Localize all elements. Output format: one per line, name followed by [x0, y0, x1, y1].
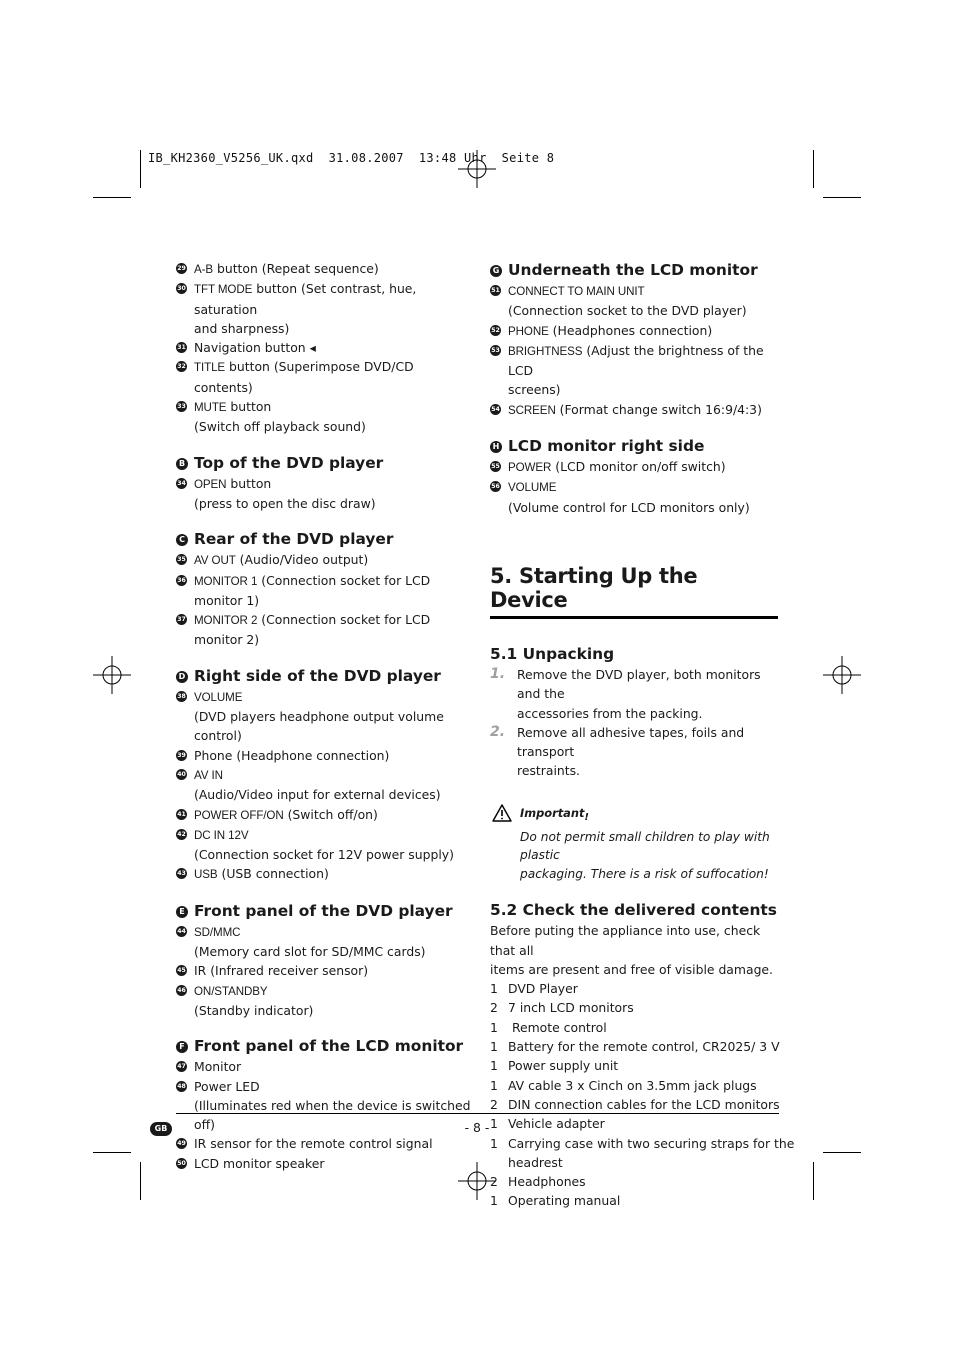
item-text: Headphones: [508, 1174, 586, 1190]
item-number-badge: 41: [177, 810, 186, 818]
item-number-badge: 53: [491, 346, 500, 354]
item-text: DVD Player: [508, 981, 578, 997]
section-heading: E Front panel of the DVD player: [176, 900, 476, 922]
item-text: (Headphones connection): [548, 322, 713, 338]
item-number-badge: 30: [177, 285, 186, 293]
unpacking-step: [490, 723, 780, 781]
step-text: accessories from the packing.: [517, 705, 703, 721]
item-number-badge: 39: [177, 751, 186, 759]
item-label: PHONE: [508, 324, 549, 338]
contents-item: [490, 1114, 780, 1133]
item-quantity: 1: [490, 1135, 498, 1151]
item-text-continued: and sharpness): [194, 320, 290, 336]
footer-rule: [176, 1113, 779, 1114]
item-label: MONITOR 1: [194, 574, 258, 588]
item-number-badge: 52: [491, 326, 500, 334]
warning-icon: [492, 804, 512, 822]
item-label: AV OUT: [194, 554, 236, 568]
contents-intro: Before puting the appliance into use, check that all items are present and free of visible damage.: [490, 923, 773, 977]
item-label: MONITOR 2: [194, 614, 258, 628]
item-number-badge: 37: [177, 616, 186, 624]
item-text-continued: screens): [508, 382, 561, 398]
item-text: IR sensor for the remote control signal: [194, 1136, 433, 1152]
contents-item: [490, 1134, 795, 1173]
step-text: Remove all adhesive tapes, foils and transport: [517, 724, 745, 760]
item-quantity: 2: [490, 1000, 498, 1016]
chapter-title: 5. Starting Up the Device: [490, 564, 778, 619]
item-text: 7 inch LCD monitors: [508, 1000, 634, 1016]
list-item: [176, 961, 476, 980]
step-text: Remove the DVD player, both monitors and the: [517, 666, 761, 702]
crop-mark: [140, 1162, 141, 1200]
list-item: [176, 571, 476, 611]
item-label: BRIGHTNESS: [508, 344, 583, 358]
item-text: Monitor: [194, 1059, 242, 1075]
item-quantity: 1: [490, 1019, 498, 1035]
item-number-badge: 54: [491, 405, 500, 413]
item-text-continued: (Memory card slot for SD/MMC cards): [194, 944, 426, 960]
unpacking-heading: 5.1 Unpacking: [490, 644, 615, 663]
item-quantity: 1: [490, 1039, 498, 1055]
contents-item: [490, 1037, 780, 1056]
crop-mark: [823, 1152, 861, 1153]
item-text-continued: (Connection socket for 12V power supply): [194, 847, 454, 863]
registration-mark-icon: [93, 656, 131, 694]
list-item: [176, 279, 476, 338]
contents-item: [490, 1095, 780, 1114]
print-slug: IB_KH2360_V5256_UK.qxd 31.08.2007 13:48 Uhr Seite 8: [148, 151, 555, 165]
item-text: button (Set contrast, hue, saturation: [194, 281, 417, 317]
list-item: [176, 474, 476, 514]
item-text: button (Repeat sequence): [213, 261, 379, 276]
section-items-list: [490, 457, 780, 517]
section-items-list: [176, 922, 476, 1020]
crop-mark: [813, 150, 814, 188]
item-label: SCREEN: [508, 403, 556, 417]
item-text-continued: (press to open the disc draw): [194, 495, 376, 511]
item-text-continued: (Connection socket to the DVD player): [508, 303, 747, 319]
item-text: DIN connection cables for the LCD monitors: [508, 1096, 780, 1112]
item-text: (LCD monitor on/off switch): [551, 459, 726, 475]
item-label: TFT MODE: [194, 283, 253, 297]
item-number-badge: 47: [177, 1063, 186, 1071]
list-item: [490, 457, 780, 477]
important-title: Important!: [520, 805, 589, 823]
item-text: Power supply unit: [508, 1058, 619, 1074]
crop-mark: [140, 150, 141, 188]
item-quantity: 2: [490, 1096, 498, 1112]
list-item: [176, 357, 476, 397]
section-items-list: [176, 1057, 476, 1173]
list-item: [490, 477, 780, 517]
item-text: button: [226, 475, 272, 491]
item-number-badge: 33: [177, 403, 186, 411]
item-label: POWER: [508, 461, 552, 475]
section-items-list: [490, 281, 780, 420]
section-items-list: [176, 550, 476, 649]
section-heading: G Underneath the LCD monitor: [490, 259, 780, 281]
item-label: SD/MMC: [194, 925, 241, 939]
item-number-badge: 56: [491, 483, 500, 491]
contents-item: [490, 1056, 780, 1075]
unpacking-steps: [490, 665, 780, 781]
item-label: POWER OFF/ON: [194, 808, 284, 822]
crop-mark: [93, 197, 131, 198]
item-text: (Adjust the brightness of the LCD: [508, 342, 764, 379]
item-text-continued: (Standby indicator): [194, 1002, 314, 1018]
item-number-badge: 44: [177, 927, 186, 935]
section-items-list: [176, 687, 476, 885]
list-item: [176, 1077, 476, 1135]
contents-item: [490, 1191, 780, 1210]
left-column: [176, 259, 476, 1173]
item-label: VOLUME: [194, 690, 243, 704]
registration-mark-icon: [458, 150, 496, 188]
item-label: A-B: [194, 263, 214, 276]
item-text: button: [226, 399, 272, 415]
item-number-badge: 42: [177, 830, 186, 838]
item-quantity: 1: [490, 981, 498, 997]
item-label: USB: [194, 868, 218, 882]
section-badge: F: [176, 1041, 188, 1053]
item-quantity: 1: [490, 1077, 498, 1093]
list-item: [176, 338, 476, 357]
item-label: ON/STANDBY: [194, 984, 268, 998]
list-item: [176, 981, 476, 1021]
unpacking-step: [490, 665, 780, 723]
list-item: [490, 341, 780, 400]
item-text: Phone (Headphone connection): [194, 747, 390, 763]
section-items-list: [176, 474, 476, 514]
section-badge: G: [490, 265, 502, 277]
contents-item: [490, 1018, 780, 1037]
step-number: 2.: [490, 723, 506, 740]
contents-list: [490, 979, 795, 1211]
item-text: Power LED: [194, 1078, 260, 1094]
item-quantity: 1: [490, 1058, 498, 1074]
contents-item: [490, 979, 780, 998]
list-item: [176, 687, 476, 746]
step-text: restraints.: [517, 763, 580, 779]
section-badge: H: [490, 441, 502, 453]
right-column: [490, 259, 795, 1211]
contents-item: [490, 1076, 780, 1095]
important-notice: [490, 803, 780, 884]
section-badge: D: [176, 671, 188, 683]
item-text-continued: (Switch off playback sound): [194, 419, 366, 435]
item-text: Navigation button ◂: [194, 340, 316, 356]
remote-items-list: [176, 259, 476, 437]
item-number-badge: 50: [177, 1159, 186, 1167]
item-label: DC IN 12V: [194, 828, 249, 842]
list-item: [176, 1154, 476, 1173]
item-text-continued: headrest: [508, 1154, 563, 1170]
section-heading: H LCD monitor right side: [490, 435, 780, 457]
important-text: Do not permit small children to play with plastic packaging. There is a risk of suffocation!: [520, 829, 770, 881]
item-text: Carrying case with two securing straps for the: [508, 1135, 795, 1151]
list-item: [176, 1057, 476, 1076]
list-item: [176, 864, 476, 884]
item-label: AV IN: [194, 768, 223, 782]
item-label: MUTE: [194, 401, 227, 415]
page-number: - 8 -: [464, 1120, 490, 1135]
list-item: [176, 259, 476, 279]
list-item: [490, 281, 780, 321]
list-item: [176, 805, 476, 825]
item-text: (Format change switch 16:9/4:3): [555, 401, 762, 417]
list-item: [176, 610, 476, 650]
item-text: Battery for the remote control, CR2025/ 3 V: [508, 1039, 780, 1055]
item-text: Remote control: [508, 1019, 607, 1035]
section-badge: E: [176, 906, 188, 918]
item-quantity: 1: [490, 1193, 498, 1209]
contents-item: [490, 998, 780, 1017]
registration-mark-icon: [823, 656, 861, 694]
section-heading: F Front panel of the LCD monitor: [176, 1035, 476, 1057]
item-number-badge: 35: [177, 556, 186, 564]
item-number-badge: 48: [177, 1082, 186, 1090]
list-item: [176, 825, 476, 865]
list-item: [490, 321, 780, 341]
list-item: [176, 922, 476, 962]
list-item: [176, 765, 476, 805]
item-quantity: 1: [490, 1116, 498, 1132]
item-number-badge: 38: [177, 692, 186, 700]
item-text-continued: (DVD players headphone output volume control): [194, 709, 444, 744]
item-text: (Audio/Video output): [235, 552, 369, 568]
contents-item: [490, 1172, 780, 1191]
item-number-badge: 46: [177, 986, 186, 994]
item-number-badge: 32: [177, 363, 186, 371]
country-badge: GB: [150, 1122, 172, 1136]
section-badge: C: [176, 534, 188, 546]
item-number-badge: 43: [177, 870, 186, 878]
item-number-badge: 45: [177, 967, 186, 975]
step-number: 1.: [490, 665, 506, 682]
list-item: [490, 400, 780, 420]
item-text-continued: (Volume control for LCD monitors only): [508, 499, 750, 515]
item-text: Vehicle adapter: [508, 1116, 605, 1132]
item-text: IR (Infrared receiver sensor): [194, 963, 369, 979]
item-number-badge: 36: [177, 576, 186, 584]
item-label: TITLE: [194, 361, 226, 375]
item-text-continued: (Audio/Video input for external devices): [194, 787, 441, 803]
section-heading: D Right side of the DVD player: [176, 665, 476, 687]
crop-mark: [93, 1152, 131, 1153]
item-text: Operating manual: [508, 1193, 621, 1209]
crop-mark: [813, 1162, 814, 1200]
list-item: [176, 1134, 476, 1153]
item-number-badge: 55: [491, 463, 500, 471]
item-text: button (Superimpose DVD/CD contents): [194, 359, 414, 395]
item-quantity: 2: [490, 1174, 498, 1190]
item-text: (Switch off/on): [283, 806, 378, 822]
contents-heading: 5.2 Check the delivered contents: [490, 901, 777, 920]
item-text: AV cable 3 x Cinch on 3.5mm jack plugs: [508, 1077, 757, 1093]
item-text: (Connection socket for LCD monitor 1): [194, 572, 431, 608]
item-label: CONNECT TO MAIN UNIT: [508, 285, 645, 298]
section-heading: C Rear of the DVD player: [176, 528, 476, 550]
item-label: VOLUME: [508, 481, 557, 495]
item-text: LCD monitor speaker: [194, 1155, 325, 1171]
section-badge: B: [176, 458, 188, 470]
item-number-badge: 49: [177, 1140, 186, 1148]
list-item: [176, 746, 476, 765]
item-number-badge: 40: [177, 770, 186, 778]
list-item: [176, 397, 476, 437]
item-text-continued: (Illuminates red when the device is switched off): [194, 1097, 471, 1133]
item-number-badge: 34: [177, 479, 186, 487]
item-number-badge: 29: [177, 265, 186, 272]
item-number-badge: 31: [177, 344, 186, 352]
item-label: OPEN: [194, 477, 227, 491]
item-text: (USB connection): [217, 866, 329, 882]
section-heading: B Top of the DVD player: [176, 452, 476, 474]
item-text: (Connection socket for LCD monitor 2): [194, 612, 431, 648]
list-item: [176, 550, 476, 570]
item-number-badge: 51: [491, 287, 500, 294]
crop-mark: [823, 197, 861, 198]
